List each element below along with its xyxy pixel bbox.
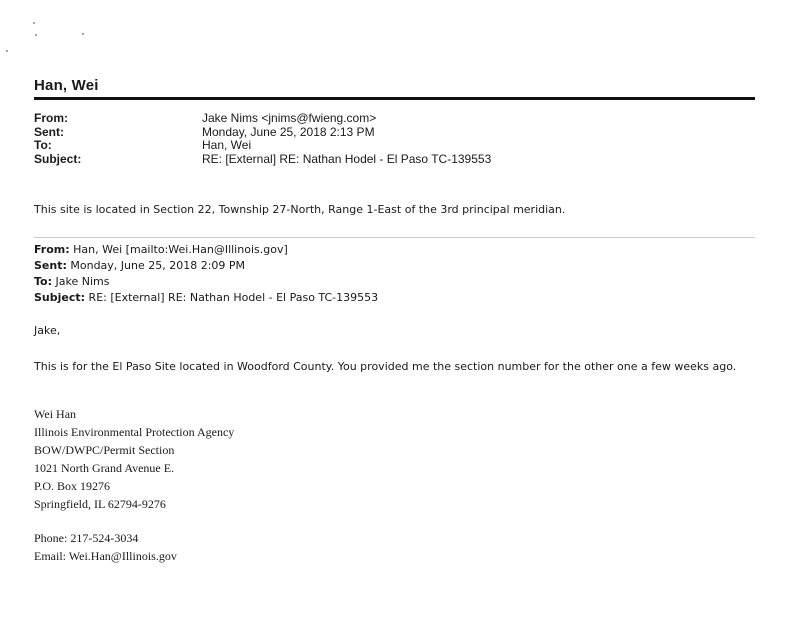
header-row-from <box>34 112 755 126</box>
greeting: Jake, <box>34 324 61 337</box>
signature-po-box: P.O. Box 19276 <box>34 479 111 493</box>
signature-block <box>34 405 234 565</box>
scan-speck <box>82 33 84 35</box>
quoted-to-value: Jake Nims <box>55 275 110 288</box>
subject-label: Subject: <box>34 151 82 166</box>
quoted-subject-row <box>34 290 378 306</box>
header-row-sent <box>34 126 755 140</box>
sent-value: Monday, June 25, 2018 2:13 PM <box>202 124 375 139</box>
quoted-subject-value: RE: [External] RE: Nathan Hodel - El Paso TC-139553 <box>88 291 379 304</box>
signature-section: BOW/DWPC/Permit Section <box>34 443 175 457</box>
header-row-to <box>34 139 755 153</box>
quoted-from-label: From: <box>34 243 70 256</box>
header-row-subject <box>34 153 755 167</box>
message-body: This is for the El Paso Site located in Woodford County. You provided me the section number for the other one a few weeks ago. <box>34 360 737 373</box>
quoted-message-divider <box>34 237 755 238</box>
scan-speck <box>33 22 35 24</box>
reply-body: This site is located in Section 22, Township 27-North, Range 1-East of the 3rd principal meridian. <box>34 203 566 216</box>
email-header <box>34 112 755 166</box>
signature-agency: Illinois Environmental Protection Agency <box>34 425 235 439</box>
from-label: From: <box>34 111 68 125</box>
signature-city: Springfield, IL 62794-9276 <box>34 497 166 511</box>
scan-speck <box>6 50 8 52</box>
quoted-from-value: Han, Wei [mailto:Wei.Han@Illinois.gov] <box>73 243 288 256</box>
scan-speck <box>35 34 37 36</box>
quoted-to-label: To: <box>34 275 52 288</box>
from-value: Jake Nims <jnims@fwieng.com> <box>202 111 377 125</box>
subject-value: RE: [External] RE: Nathan Hodel - El Paso TC-139553 <box>202 151 492 166</box>
signature-spacer <box>34 513 234 529</box>
signature-name: Wei Han <box>34 407 77 421</box>
mailbox-owner-name: Han, Wei <box>34 77 99 94</box>
quoted-header <box>34 242 378 306</box>
quoted-to-row <box>34 274 378 290</box>
to-label: To: <box>34 138 52 152</box>
quoted-sent-row <box>34 258 378 274</box>
header-divider <box>34 97 755 100</box>
quoted-subject-label: Subject: <box>34 291 86 304</box>
signature-street: 1021 North Grand Avenue E. <box>34 461 175 475</box>
signature-email: Email: Wei.Han@Illinois.gov <box>34 549 177 563</box>
quoted-sent-value: Monday, June 25, 2018 2:09 PM <box>70 259 246 272</box>
signature-phone: Phone: 217-524-3034 <box>34 531 139 545</box>
to-value: Han, Wei <box>202 138 252 152</box>
quoted-from-row <box>34 242 378 258</box>
quoted-sent-label: Sent: <box>34 259 67 272</box>
sent-label: Sent: <box>34 124 64 139</box>
